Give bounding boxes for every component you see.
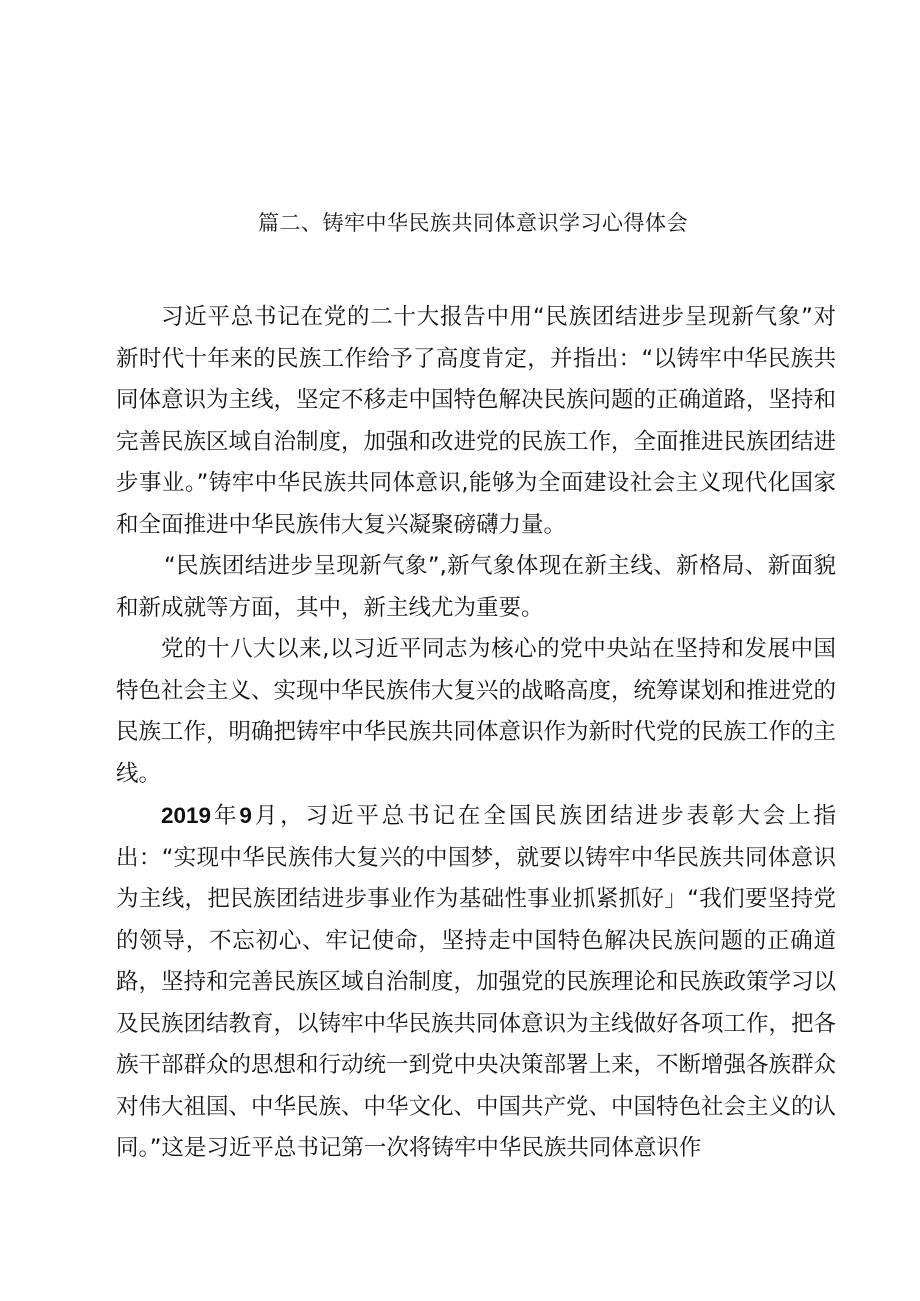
paragraph-4-text: ，习近平总书记在全国民族团结进步表彰大会上指出：“实现中华民族伟大复兴的中国梦，就要以铸牢中华民族共同体意识为主线，把民族团结进步事业作为基础性事业抓紧抓好」“我们要坚持党的领导，不忘初心、牢记使命，坚持走中国特色解决民族问题的正确道路，坚持和完善民族区域自治制度，加强党的民族理论和民族政策学习以及民族团结教育，以铸牢中华民族共同体意识为主线做好各项工作，把各族干部群众的思想和行动统一到党中央决策部署上来，不断增强各族群众对伟大祖国、中华民族、中华文化、中国共产党、中国特色社会主义的认同。”这是习近平总书记第一次将铸牢中华民族共同体意识作 [116,803,837,1161]
paragraph-3: 党的十八大以来,以习近平同志为核心的党中央站在坚持和发展中国特色社会主义、实现中华民族伟大复兴的战略高度，统筹谋划和推进党的民族工作，明确把铸牢中华民族共同体意识作为新时代党的民族工作的主线。 [116,636,837,787]
month-unit: 月 [251,803,281,829]
document-body [116,297,836,1170]
month-number: 9 [239,803,252,828]
paragraph-4 [116,795,836,1170]
paragraph-2: “民族团结进步呈现新气象”,新气象体现在新主线、新格局、新面貌和新成就等方面，其中，新主线尤为重要。 [116,553,836,621]
year-unit: 年 [211,803,240,829]
year-number: 2019 [161,803,212,828]
document-title: 篇二、铸牢中华民族共同体意识学习心得体会 [258,211,688,235]
paragraph-1: 习近平总书记在党的二十大报告中用“民族团结进步呈现新气象”对新时代十年来的民族工作给予了高度肯定，并指出：“以铸牢中华民族共同体意识为主线，坚定不移走中国特色解决民族问题的正确道路，坚持和完善民族区域自治制度，加强和改进党的民族工作，全面推进民族团结进步事业。”铸牢中华民族共同体意识,能够为全面建设社会主义现代化国家和全面推进中华民族伟大复兴凝聚磅礴力量。 [116,304,837,538]
